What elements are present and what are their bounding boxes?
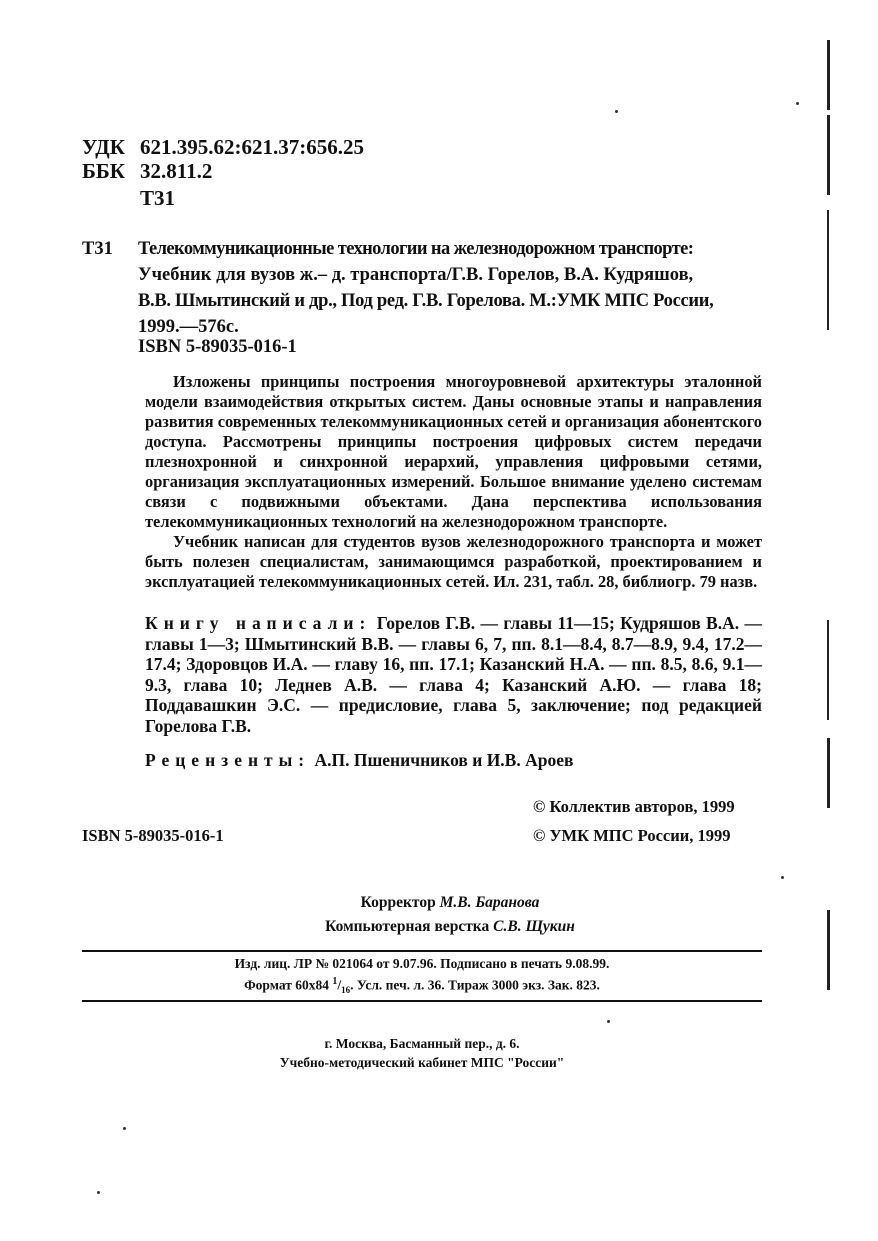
scan-edge-mark — [827, 738, 830, 808]
bibliographic-line: Телекоммуникационные технологии на железнодорожном транспорте: — [138, 239, 694, 259]
layout-label: Компьютерная верстка — [325, 918, 490, 935]
authors-label: Книгу написали: — [145, 613, 372, 633]
corrector-label: Корректор — [360, 894, 436, 911]
printing-format-line: Формат 60х84 $^1/_{16}$. Усл. печ. л. 36. Тираж 3000 экз. Зак. 823. — [244, 976, 600, 996]
scan-speck — [615, 110, 618, 113]
reviewers-label: Рецензенты: — [145, 750, 311, 770]
bibliographic-line: 1999.—576с. — [138, 317, 239, 337]
scan-speck — [123, 1127, 126, 1130]
authors-text: Горелов Г.В. — главы 11—15; Кудряшов В.А. — главы 1—3; Шмытинский В.В. — главы 6, 7, пп. 8.1—8.4, 8.7—8.9, 9.4, 17.2—17.4; Здоровцов И.А. — главу 16, пп. 17.1; Казанский Н.А. — пп. 8.5, 8.6, 9.1—9.3, глава 10; Леднев А.В. — глава 4; Казанский А.Ю. — глава 18; Поддавашкин Э.С. — предисловие, глава 5, заключение; под редакцией Горелова Г.В. — [145, 613, 762, 736]
printing-format-b: . Усл. печ. л. 36. Тираж 3000 экз. Зак. 823. — [350, 977, 600, 993]
udk-value: 621.395.62:621.37:656.25 — [140, 135, 364, 159]
abstract-paragraph: Изложены принципы построения многоуровневой архитектуры эталонной модели взаимодействия открытых систем. Даны основные этапы и направления развития современных телекоммуникационных сетей и организация абонентского доступа. Рассмотрены принципы построения цифровых систем передачи плезнохронной и синхронной иерархий, управления цифровыми сетями, организация эксплуатационных измерений. Большое внимание уделено системам связи с подвижными объектами. Дана перспектива использования телекоммуникационных технологий на железнодорожном транспорте. — [145, 372, 762, 531]
scan-edge-mark — [827, 910, 830, 990]
scan-speck — [97, 1191, 100, 1194]
corrector-name: М.В. Баранова — [439, 894, 540, 911]
address-line: г. Москва, Басманный пер., д. 6. — [324, 1036, 520, 1051]
fraction-denominator: 16 — [341, 985, 351, 996]
bibliographic-entry — [82, 236, 762, 340]
udk-label: УДК — [82, 135, 125, 159]
scan-edge-mark — [827, 620, 829, 720]
abstract — [145, 372, 762, 592]
divider-bottom — [82, 1000, 762, 1002]
isbn-top: ISBN 5-89035-016-1 — [138, 337, 297, 357]
bibliographic-code: Т31 — [82, 239, 113, 259]
bbk-value: 32.811.2 — [140, 159, 213, 183]
scan-edge-mark — [827, 40, 830, 110]
copyright-publisher: © УМК МПС России, 1999 — [533, 826, 731, 845]
reviewers-text: А.П. Пшеничников и И.В. Ароев — [310, 750, 574, 770]
bibliographic-line: В.В. Шмытинский и др., Под ред. Г.В. Горелова. М.:УМК МПС России, — [138, 291, 714, 311]
scan-edge-mark — [827, 210, 829, 330]
copyright-authors: © Коллектив авторов, 1999 — [533, 797, 735, 816]
publisher-line: Учебно-методический кабинет МПС "России" — [279, 1055, 565, 1070]
corrector-credit — [300, 894, 600, 912]
reviewers-block — [145, 750, 573, 771]
scan-edge-mark — [827, 115, 830, 195]
classification-block — [82, 135, 364, 183]
scan-speck — [781, 876, 784, 879]
layout-credit — [260, 918, 640, 936]
authors-block — [145, 613, 762, 736]
author-mark: Т31 — [140, 186, 176, 210]
layout-name: С.В. Щукин — [493, 918, 575, 935]
bibliographic-line: Учебник для вузов ж.– д. транспорта/Г.В. Горелов, В.А. Кудряшов, — [138, 265, 694, 285]
divider-top — [82, 950, 762, 952]
printing-line: Изд. лиц. ЛР № 021064 от 9.07.96. Подписано в печать 9.08.99. — [234, 956, 610, 971]
abstract-paragraph: Учебник написан для студентов вузов железнодорожного транспорта и может быть полезен специалистам, занимающимся разработкой, проектированием и эксплуатацией телекоммуникационных сетей. Ил. 231, табл. 28, библиогр. 79 назв. — [145, 532, 762, 591]
bbk-label: ББК — [82, 159, 125, 183]
fraction-numerator: 1 — [332, 976, 338, 987]
printing-format-a: Формат 60х84 — [244, 977, 333, 993]
scan-speck — [607, 1020, 610, 1023]
scan-speck — [796, 102, 799, 105]
isbn-bottom: ISBN 5-89035-016-1 — [82, 826, 224, 845]
